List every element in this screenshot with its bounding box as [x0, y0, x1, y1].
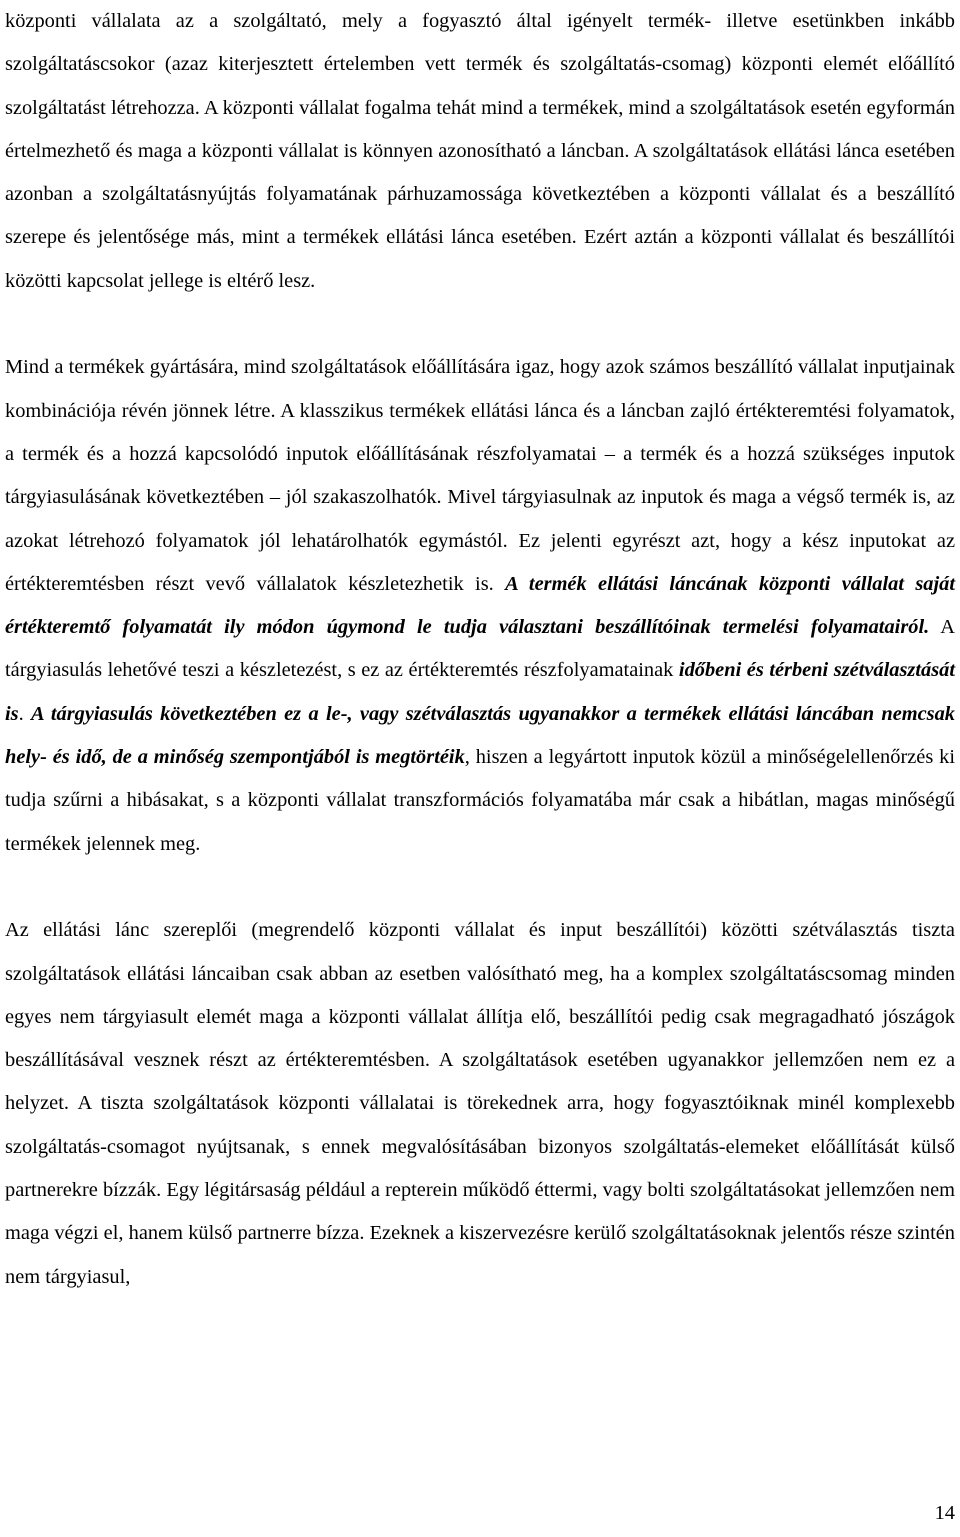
page-number: 14 — [934, 1502, 955, 1524]
paragraph-2 — [5, 346, 955, 866]
paragraph-2-emphasis-c: A tárgyiasulás következtében ez a le-, vagy szétválasztás ugyanakkor a termékek ellátási láncában nemcsak hely- és idő, de a minőség szempontjából is megtörtéik — [5, 702, 955, 769]
paragraph-2-text-a: Mind a termékek gyártására, mind szolgáltatások előállítására igaz, hogy azok számos beszállító vállalat inputjainak kombinációja révén jönnek létre. A klasszikus termékek ellátási lánca és a láncban zajló értékteremtési folyamatok, a termék és a hozzá kapcsolódó inputok előállításának részfolyamatai – a termék és a hozzá szükséges inputok tárgyiasulásának következtében – jól szakaszolhatók. Mivel tárgyiasulnak az inputok és maga a végső termék is, az azokat létrehozó folyamatok jól lehatárolhatók egymástól. Ez jelenti egyrészt azt, hogy a kész inputokat az értékteremtésben részt vevő vállalatok készletezhetik is. — [5, 356, 955, 595]
paragraph-2-text-b: A tárgyiasulás lehetővé teszi a készletezést, s ez az értékteremtés részfolyamatainak — [5, 616, 955, 682]
paragraph-2-text-c: . — [18, 702, 32, 725]
paragraph-3-text: Az ellátási lánc szereplői (megrendelő központi vállalat és input beszállítói) közötti szétválasztás tiszta szolgáltatások ellátási láncaiban csak abban az esetben valósítható meg, ha a komplex szolgáltatáscsomag minden egyes nem tárgyiasult elemét maga a központi vállalat állítja elő, beszállítói pedig csak megragadható jószágok beszállításával vesznek részt az értékteremtésben. A szolgáltatások esetében ugyanakkor jellemzően nem ez a helyzet. A tiszta szolgáltatások központi vállalatai is törekednek arra, hogy fogyasztóiknak minél komplexebb szolgáltatás-csomagot nyújtsanak, s ennek megvalósításában bizonyos szolgáltatás-elemeket előállítását külső partnerekre bízzák. Egy légitársaság például a repterein működő éttermi, vagy bolti szolgáltatásokat jellemzően nem maga végzi el, hanem külső partnerre bízza. Ezeknek a kiszervezésre kerülő szolgáltatásoknak jelentős része szintén nem tárgyiasul, — [5, 919, 955, 1288]
paragraph-2-text-d: , hiszen a legyártott inputok közül a minőségelellenőrzés ki tudja szűrni a hibásakat, s a központi vállalat transzformációs folyamatába már csak a hibátlan, magas minőségű termékek jelennek meg. — [5, 746, 955, 855]
paragraph-1-text: központi vállalata az a szolgáltató, mely a fogyasztó által igényelt termék- illetve esetünkben inkább szolgáltatáscsokor (azaz kiterjesztett értelemben vett termék és szolgáltatás-csomag) központi elemét előállító szolgáltatást létrehozza. A központi vállalat fogalma tehát mind a termékek, mind a szolgáltatások esetén egyformán értelmezhető és maga a központi vállalat is könnyen azonosítható a láncban. A szolgáltatások ellátási lánca esetében azonban a szolgáltatásnyújtás folyamatának párhuzamossága következtében a központi vállalat és a beszállító szerepe és jelentősége más, mint a termékek ellátási lánca esetében. Ezért aztán a központi vállalat és beszállítói közötti kapcsolat jellege is eltérő lesz. — [5, 10, 955, 292]
paragraph-1 — [5, 0, 955, 303]
paragraph-3 — [5, 909, 955, 1299]
paragraph-spacer — [5, 866, 955, 909]
paragraph-2-emphasis-a: A termék ellátási láncának központi vállalat saját értékteremtő folyamatát ily módon úgymond le tudja választani beszállítóinak termelési folyamatairól. — [5, 572, 955, 639]
paragraph-2-emphasis-b: időbeni és térbeni szétválasztását is — [5, 659, 955, 725]
paragraph-spacer — [5, 303, 955, 346]
document-page — [5, 0, 955, 1299]
